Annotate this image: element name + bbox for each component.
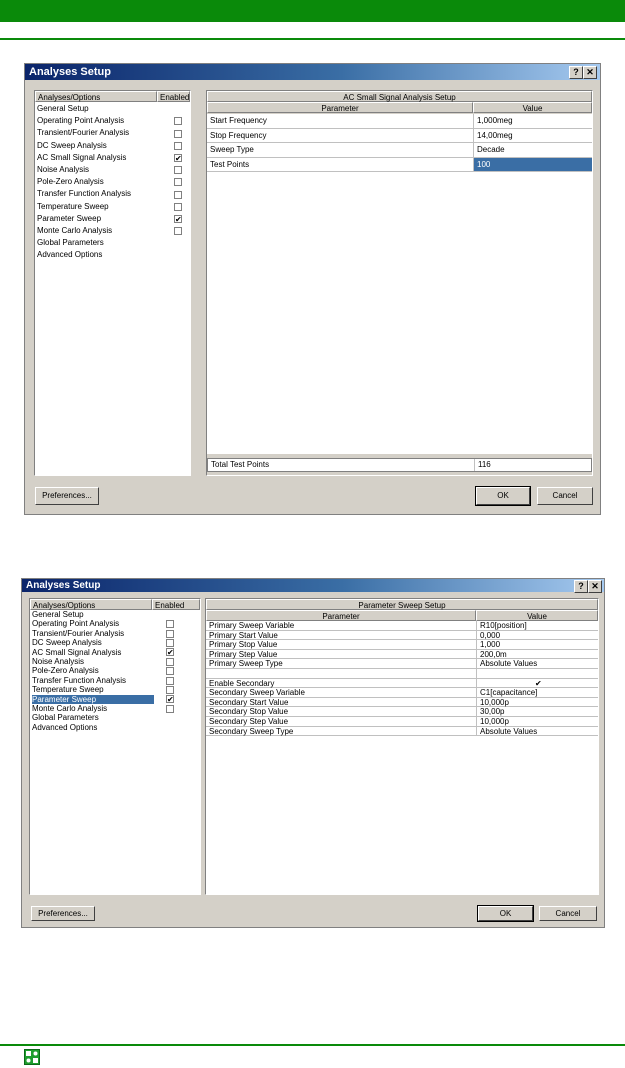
table-row[interactable] <box>207 143 592 158</box>
cancel-button[interactable]: Cancel <box>537 487 593 505</box>
list-item[interactable]: Monte Carlo Analysis <box>32 704 108 713</box>
setup-panel <box>205 598 599 895</box>
table-row[interactable] <box>206 631 598 641</box>
table-row[interactable] <box>206 707 598 717</box>
value-cell[interactable]: 1,000 <box>476 640 598 649</box>
col-parameter[interactable]: Parameter <box>206 610 476 621</box>
table-row[interactable] <box>206 688 598 698</box>
value-cell[interactable]: 1,000meg <box>473 114 592 128</box>
value-cell[interactable]: 10,000p <box>476 698 598 707</box>
value-cell[interactable]: 30,00p <box>476 707 598 716</box>
value-cell[interactable]: 14,00meg <box>473 129 592 143</box>
param-cell: Secondary Stop Value <box>209 707 289 717</box>
param-cell: Secondary Sweep Type <box>209 726 294 736</box>
ok-button[interactable]: OK <box>476 487 530 505</box>
col-value[interactable]: Value <box>473 102 592 113</box>
total-value: 116 <box>474 459 591 471</box>
list-item[interactable]: Transient/Fourier Analysis <box>37 128 130 138</box>
setup-title: AC Small Signal Analysis Setup <box>207 91 592 102</box>
enabled-checkbox[interactable] <box>174 130 182 138</box>
col-parameter[interactable]: Parameter <box>207 102 473 113</box>
list-item[interactable]: Noise Analysis <box>32 657 85 666</box>
value-cell[interactable]: C1[capacitance] <box>476 688 598 697</box>
preferences-button[interactable]: Preferences... <box>31 906 95 921</box>
list-item[interactable]: General Setup <box>37 104 89 113</box>
list-item[interactable]: Monte Carlo Analysis <box>37 226 113 235</box>
help-button[interactable]: ? <box>574 580 588 593</box>
enabled-checkbox[interactable] <box>166 667 174 675</box>
table-row[interactable] <box>206 679 598 689</box>
table-row[interactable] <box>207 158 592 173</box>
value-cell[interactable]: 0,000 <box>476 631 598 640</box>
list-item[interactable]: Parameter Sweep <box>37 213 102 223</box>
value-cell[interactable]: R10[position] <box>476 621 598 630</box>
enabled-checkbox[interactable] <box>166 639 174 647</box>
dialog-title: Analyses Setup <box>25 64 600 80</box>
table-row[interactable] <box>206 650 598 660</box>
analyses-setup-dialog-param <box>21 578 605 928</box>
total-row <box>207 458 592 472</box>
param-cell: Primary Sweep Type <box>209 659 283 669</box>
top-rule <box>0 38 625 40</box>
param-cell: Secondary Start Value <box>209 697 289 707</box>
table-row[interactable] <box>206 698 598 708</box>
enabled-checkbox[interactable]: ✔ <box>167 695 174 705</box>
enabled-checkbox[interactable] <box>166 686 174 694</box>
list-item[interactable]: Transfer Function Analysis <box>32 675 126 685</box>
bottom-rule <box>0 1044 625 1046</box>
param-cell: Primary Step Value <box>209 649 278 659</box>
list-item[interactable]: Noise Analysis <box>37 165 90 174</box>
list-item[interactable]: DC Sweep Analysis <box>37 140 107 150</box>
param-cell: Start Frequency <box>210 116 267 125</box>
grid-body <box>207 114 592 454</box>
enabled-checkbox[interactable] <box>166 620 174 628</box>
param-cell <box>206 669 476 678</box>
close-icon[interactable]: ✕ <box>588 580 602 593</box>
param-cell: Test Points <box>210 159 250 169</box>
table-row[interactable] <box>206 669 598 679</box>
enabled-checkbox[interactable]: ✔ <box>175 214 182 224</box>
param-cell: Primary Stop Value <box>209 640 278 650</box>
param-cell: Primary Sweep Variable <box>209 621 295 630</box>
enabled-checkbox[interactable]: ✔ <box>167 648 174 658</box>
list-item[interactable]: General Setup <box>32 610 84 619</box>
dialog-title: Analyses Setup <box>22 579 604 592</box>
param-cell: Stop Frequency <box>210 130 267 140</box>
list-header-options[interactable]: Analyses/Options <box>35 91 157 102</box>
preferences-button[interactable]: Preferences... <box>35 487 99 505</box>
list-item[interactable]: AC Small Signal Analysis <box>32 647 122 657</box>
logo-icon <box>24 1049 40 1065</box>
total-label: Total Test Points <box>211 460 270 469</box>
list-item[interactable]: Parameter Sweep <box>32 695 154 704</box>
list-item[interactable]: Transfer Function Analysis <box>37 189 131 199</box>
list-item[interactable]: Advanced Options <box>32 722 98 732</box>
top-banner <box>0 0 625 22</box>
list-item[interactable]: AC Small Signal Analysis <box>37 152 127 162</box>
enabled-checkbox[interactable] <box>166 630 174 638</box>
cancel-button[interactable]: Cancel <box>539 906 597 921</box>
table-row[interactable] <box>206 640 598 650</box>
enabled-checkbox[interactable] <box>174 191 182 199</box>
value-cell[interactable]: 200,0m <box>476 650 598 659</box>
list-item[interactable]: Global Parameters <box>37 238 104 248</box>
list-item[interactable]: Operating Point Analysis <box>37 116 125 126</box>
enabled-checkbox[interactable]: ✔ <box>175 153 182 163</box>
grid-body <box>206 621 598 894</box>
list-item[interactable]: Global Parameters <box>32 713 99 723</box>
list-item[interactable]: Pole-Zero Analysis <box>37 177 104 187</box>
table-row[interactable] <box>206 727 598 737</box>
analyses-setup-dialog-ac <box>24 63 601 515</box>
param-cell: Enable Secondary <box>209 678 275 688</box>
table-row[interactable] <box>206 717 598 727</box>
enabled-checkbox[interactable] <box>166 658 174 666</box>
enabled-checkbox[interactable] <box>174 227 182 235</box>
enabled-checkbox[interactable] <box>174 203 182 211</box>
table-row[interactable] <box>206 621 598 631</box>
param-cell: Primary Start Value <box>209 630 278 640</box>
list-header-enabled[interactable]: Enabled <box>152 599 200 610</box>
help-button[interactable]: ? <box>569 66 583 79</box>
list-header-options[interactable]: Analyses/Options <box>30 599 152 610</box>
value-cell[interactable]: 100 <box>473 158 592 172</box>
table-row[interactable] <box>207 114 592 129</box>
setup-panel <box>206 90 593 476</box>
value-cell[interactable]: ✔ <box>476 679 598 688</box>
table-row[interactable] <box>206 659 598 669</box>
col-value[interactable]: Value <box>476 610 598 621</box>
analyses-list <box>29 598 201 895</box>
list-item[interactable]: Pole-Zero Analysis <box>32 666 99 676</box>
list-item[interactable]: Temperature Sweep <box>37 201 109 211</box>
list-item[interactable]: DC Sweep Analysis <box>32 638 102 648</box>
value-cell[interactable] <box>476 669 598 678</box>
ok-button[interactable]: OK <box>478 906 533 921</box>
enabled-checkbox[interactable] <box>174 166 182 174</box>
list-item[interactable]: Temperature Sweep <box>32 685 104 695</box>
enabled-checkbox[interactable] <box>174 117 182 125</box>
table-row[interactable] <box>207 129 592 144</box>
enabled-checkbox[interactable] <box>174 142 182 150</box>
param-cell: Secondary Step Value <box>209 717 289 726</box>
value-cell[interactable]: Decade <box>473 143 592 157</box>
list-item[interactable]: Operating Point Analysis <box>32 619 120 629</box>
enabled-checkbox[interactable] <box>166 677 174 685</box>
analyses-list <box>34 90 191 476</box>
close-icon[interactable]: ✕ <box>583 66 597 79</box>
list-header-enabled[interactable]: Enabled <box>157 91 190 102</box>
value-cell[interactable]: Absolute Values <box>476 659 598 668</box>
setup-title: Parameter Sweep Setup <box>206 599 598 610</box>
list-item[interactable]: Transient/Fourier Analysis <box>32 628 125 638</box>
value-cell[interactable]: Absolute Values <box>476 727 598 736</box>
list-item[interactable]: Advanced Options <box>37 250 103 260</box>
enabled-checkbox[interactable] <box>166 705 174 713</box>
value-cell[interactable]: 10,000p <box>476 717 598 726</box>
param-cell: Sweep Type <box>210 145 254 155</box>
param-cell: Secondary Sweep Variable <box>209 688 305 698</box>
enabled-checkbox[interactable] <box>174 178 182 186</box>
